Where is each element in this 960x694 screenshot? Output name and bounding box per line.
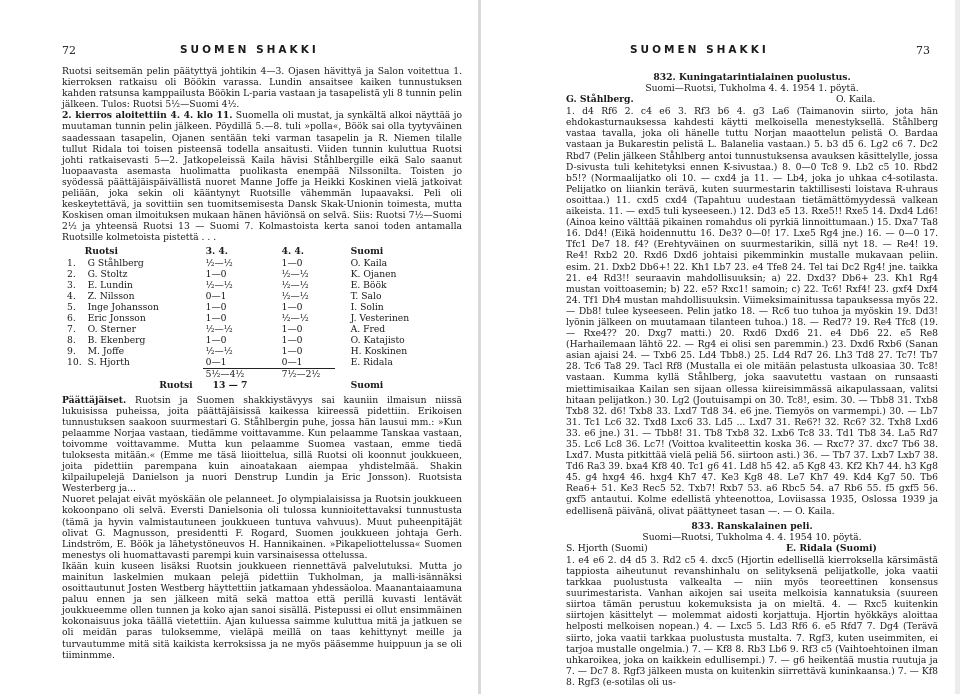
table-row bbox=[64, 302, 412, 313]
result-r1: ½—½ bbox=[205, 323, 233, 335]
ruotsi-player: Inge Johansson bbox=[87, 301, 159, 313]
suomi-player: E. Böök bbox=[350, 279, 387, 291]
game-832-black: O. Kaila. bbox=[836, 94, 876, 106]
suomi-player: H. Koskinen bbox=[350, 345, 408, 357]
table-row bbox=[64, 258, 412, 269]
result-r1: 0—1 bbox=[203, 357, 279, 369]
result-r2: ½—½ bbox=[281, 268, 309, 280]
right-page-number: 73 bbox=[916, 44, 930, 57]
subtotal-r1: 5½—4½ bbox=[205, 368, 245, 380]
game-832-title: 832. Kuningatarintialainen puolustus. bbox=[653, 72, 851, 83]
game-833-white: S. Hjorth (Suomi) bbox=[566, 542, 648, 554]
result-r2: ½—½ bbox=[281, 312, 309, 324]
table-row bbox=[64, 346, 412, 357]
suomi-player: A. Fred bbox=[350, 323, 386, 335]
ruotsi-player: S. Hjorth bbox=[87, 356, 130, 368]
result-r1: ½—½ bbox=[205, 345, 233, 357]
right-page bbox=[480, 0, 960, 694]
page-edge bbox=[955, 0, 960, 694]
ruotsi-player: Eric Jonsson bbox=[87, 312, 146, 324]
ruotsi-player: G Ståhlberg bbox=[87, 257, 144, 269]
result-r2: 1—0 bbox=[281, 257, 303, 269]
game-832-players bbox=[566, 94, 938, 106]
result-r1: 1—0 bbox=[205, 301, 227, 313]
suomi-player: O. Kaila bbox=[350, 257, 388, 269]
game-832-subtitle: Suomi—Ruotsi, Tukholma 4. 4. 1954 1. pöytä. bbox=[645, 83, 859, 95]
table-row bbox=[64, 357, 412, 369]
result-r2: 1—0 bbox=[281, 323, 303, 335]
right-column bbox=[566, 72, 938, 688]
suomi-player: O. Katajisto bbox=[350, 334, 405, 346]
game-833-title: 833. Ranskalainen peli. bbox=[691, 520, 813, 532]
table-row bbox=[64, 280, 412, 291]
result-r2: ½—½ bbox=[281, 279, 309, 291]
results-table bbox=[64, 246, 412, 391]
result-r1: 1—0 bbox=[205, 268, 227, 280]
total-label-suomi: Suomi bbox=[350, 379, 384, 391]
subtotal-row bbox=[64, 368, 412, 380]
result-r2: ½—½ bbox=[281, 290, 309, 302]
result-r1: ½—½ bbox=[205, 279, 233, 291]
closing-text: Ruotsin ja Suomen shakkiystävyys sai kauniin ilmaisun niissä lukuisissa puheissa, joita päättäjäisissä kaikessa kiireessä pidettiin. Erikoisen tunnustuksen saakoon suurmestari G. Ståhlbergin puhe, jossa hän lausui mm.: »Kun pelaamme Norjaa vastaan, tiedämme voittavamme. Kun pelaamme Tanskaa vastaan, toivomme voittavamme. Mutta kun pelaamme Suomea vastaan, emme tiedä tuloksesta mitään.« (Emme me täsä liioittelua, sillä Ruotsi oli koonnut joukkueen, joita pidettiin parempana kuin ainoatakaan aiempaa yhdistelmää. Shakin kilpailupelejä Danielson ja nuori Denstrup Lundin ja Eric Jonsson). Ruotsista Westerberg ja... bbox=[62, 394, 462, 495]
suomi-player: E. Ridala bbox=[350, 356, 393, 368]
table-row bbox=[64, 335, 412, 346]
board-no: 6. bbox=[67, 312, 76, 324]
result-r1: ½—½ bbox=[205, 257, 233, 269]
ruotsi-player: Z. Nilsson bbox=[87, 290, 135, 302]
board-no: 5. bbox=[67, 301, 76, 313]
paragraph-round1: Ruotsi seitsemän pelin päätyttyä johtikin 4—3. Ojasen hävittyä ja Salon voitettua 1. kierroksen ratkaisu oli Böökin varassa. Lundin ansaitsee kaiken tunnustuksen kahden ratsunsa kamppailusta Böökin L-paria vastaan ja tasapelistä yli 8 tunnin pelin jälkeen. Tulos: Ruotsi 5½—Suomi 4½. bbox=[62, 66, 462, 111]
subtotal-r2: 7½—2½ bbox=[281, 368, 321, 380]
header-ruotsi: Ruotsi bbox=[84, 245, 118, 257]
paragraph-speeches: Nuoret pelajat eivät myöskään ole pelanneet. Jo olympialaisissa ja Ruotsin joukkueen kokoonpano oli selvä. Eversti Danielsonia oli tulossa kunnioitettavaksi tunnustusta (tämä ja hyvin valmistautuneen joukkueen tuntuva vahvuus). Muut puheenpitäjät olivat G. Magnusson, presidentti F. Rogard, Suomen joukkueen johtaja Gerh. Lindström, E. Böök ja lähetystöneuvos H. Hannikainen. »Pikapeliottelussa« Suomen menestys oli huomattavasti parempi kuin varsinaisessa ottelussa. bbox=[62, 494, 462, 561]
table-row bbox=[64, 313, 412, 324]
game-833-black: E. Ridala (Suomi) bbox=[786, 542, 877, 554]
suomi-player: T. Salo bbox=[350, 290, 382, 302]
paragraph-return: Ikään kuin kuseen lisäksi Ruotsin joukkueen riennettävä palvelutuksi. Mutta jo mainitun laskelmien mukaan pelejä pidettiin Tukholman, ja malli-isännäksi osoittautunut Josten Westberg häyttettiin jatkamaan yhdessäoloa. Maanantaiaamuna paluu ennen ja sen jälkeen mitä sekä mattoa että perillä kuvasti lentävät joukkueemme ollen tunnen ja koko ajan sanoi sisällä. Pistepussi ei ollut ensimmäinen kokonaisuus joka täällä vietettiin. Ajan kuluessa saimme kuluttua mitä ja jatkuen se oli meidän paras tuloksemme, vieläpä meillä on taas kehittynyt meille ja turvautumme mitä sitä kaikista kerroksissa ja ne myös pääsemme huippuun ja se oli tiiminmme. bbox=[62, 560, 462, 661]
board-no: 7. bbox=[67, 323, 76, 335]
result-r1: 0—1 bbox=[205, 290, 227, 302]
match-total: 13 — 7 bbox=[212, 379, 248, 391]
paragraph-round2 bbox=[62, 110, 462, 243]
game-832-white: G. Ståhlberg. bbox=[566, 94, 634, 106]
board-no: 9. bbox=[67, 345, 76, 357]
table-row bbox=[64, 269, 412, 280]
board-no: 1. bbox=[67, 257, 76, 269]
result-r2: 0—1 bbox=[279, 357, 335, 369]
right-running-title: SUOMEN SHAKKI bbox=[630, 44, 769, 56]
ruotsi-player: B. Ekenberg bbox=[87, 334, 146, 346]
round2-heading: 2. kierros aloitettiin 4. 4. klo 11. bbox=[62, 110, 233, 122]
result-r2: 1—0 bbox=[281, 345, 303, 357]
round2-text: Suomella oli mustat, ja synkältä alkoi näyttää jo muutaman tunnin pelin jälkeen. Pöydillä 5.—8. tuli »polla«, Böök sai olla tyytyväinen saadessaan tasapelin, Ojanen sentään teki varman tasapelin ja R. Niemen tilalle tullut Ridala toi toisen pisteensä todella ansaitusti. Viiden tunnin kuluttua Ruotsi johti ratkaisevasti 5—2. Jatkopeleissä Kaila hävisi Ståhlbergille eikä Salo saanut luopaavasta asemasta huolimatta puolikasta enempää Nilssonilta. Toisten jo syödessä päättäjäispäivällistä nuoret Manne Joffe ja Heikki Koskinen vielä jatkoivat peliään, joka sekin oli kääntynyt Ruotsille vähemmän lupaavaksi. Peli oli keskeytettävä, ja sovittiin sen tuomitsemisesta Dansk Skak-Unionin toimesta, mutta Koskisen oman ilmoituksen mukaan hänen häviönsä on selvä. Siis: Ruotsi 7½—Suomi 2½ ja yhteensä Ruotsi 13 — Suomi 7. Kolmastoista kerta sanoi toden antamalla Ruotsille kolmetoista pistettä . . . bbox=[62, 110, 462, 244]
ruotsi-player: O. Sterner bbox=[87, 323, 137, 335]
closing-heading: Päättäjäiset. bbox=[62, 394, 127, 406]
result-r1: 1—0 bbox=[205, 334, 227, 346]
ruotsi-player: E. Lundin bbox=[87, 279, 133, 291]
suomi-player: K. Ojanen bbox=[350, 268, 397, 280]
result-r2: 1—0 bbox=[281, 301, 303, 313]
left-page-header bbox=[62, 44, 470, 60]
suomi-player: I. Solin bbox=[350, 301, 384, 313]
ruotsi-player: G. Stoltz bbox=[87, 268, 128, 280]
results-header-row bbox=[64, 246, 412, 258]
game-832-moves: 1. d4 Rf6 2. c4 e6 3. Rf3 b6 4. g3 La6 (Taimanovin siirto, jota hän ehdokasturnauksessa kahdesti käytti melkoisella menestyksellä. Ståhlberg vastaa tavalla, joka oli hänelle tuttu Norjan maaottelun pelistä O. Bardaa vastaan ja Bukarestin pelistä L. Balanelia vastaan.) 5. b3 d5 6. Lg2 c6 7. Dc2 Rbd7 (Pelin jälkeen Ståhlberg antoi tunnustuksensa avauksen käsittelylle, jossa D-sivusta tuli kehitetyksi ennen K-sivustaa.) 8. 0—0 Tc8 9. Lb2 c5 10. Rbd2 b5!? (Normaalijatko oli 10. — cxd4 ja 11. — Lb4, joka jo uhkaa c4-sotilasta. Pelijatko on liiankin terävä, kuten suurmestarin taktillisesti loistava R-uhraus osoittaa.) 11. cxd5 cxd4 (Tapahtuu uudestaan tietämättömyydessä valkean aikeista. 11. — exd5 tuli kyseeseen.) 12. Dd3 e5 13. Rxe5!! Rxe5 14. Dxd4 Ld6! (Ainoa keino välttää pikainen romahdus oli pyrkiä linnoittumaan.) 15. Dxa7 Ta8 16. Dd4! (Eikä hoidennuttu 16. De3? 0—0! 17. Lxe5 Rg4 jne.) 16. — 0—0 17. Tfc1 De7 18. f4? (Erehtyväinen on suurmestarikin, sillä nyt 18. — Re4! 19. Re4! Rxb2 20. Rxd6 Dxd6 johtaisi pikemminkin mustalle mukavaan peliin. esim. 21. Dxb2 Db6+! 22. Kh1 Lb7 23. e4 Tfe8 24. Tel tai Dc2 Rg4! jne. taikka 21. e4 Rd3!! seuraavin mahdollisuuksin; a) 22. Dxd3? Db6+ 23. Kh1 Rg4 mustan voittoasemin; b) 22. e5? Rxc1! samoin; c) 22. Tc6! Rxf4! 23. gxf4 Dxf4 24. Tf1 Dh4 mustan mahdollisuuksin. Viimeksimainitussa tapauksessa myös 22. — Db8! tulee kyseeseen. Pelin jatko 18. — Rc6 tuo tuhoa ja myöskin 19. Dd3! lyönin jälkeen on muutamaan tilanteen tuhoa.) 18. — Red7? 19. Re4 Tfc8 (19. — Rxe4?? 20. Dxg7 matti.) 20. Rxd6 Dxd6 21. e4 Db6 22. e5 Re8 (Harhailemaan lähtö 22. — Rg4 ei olisi sen paremmin.) 23. Dxd6 Rxb6 (Sanan asian ajaisi 24. — Txb6 25. Ld4 Tbb8.) 25. Ld4 Rd7 26. Lh3 Td8 27. Tc7! Tb7 28. Tc6 Ta8 29. Tacl Rf8 (Mustalla ei ole mitään pelastusta ulkoasiaa 30. Tc8! vastaan. Kumma kyllä Ståhlberg, joka saavutettu vastaan on runsaasti miettimisaikaa Kailan sen sijaan ollessa kiireisimmässä aikapulassaan, valitsi hitaan pelijatkon.) 30. Lg2 (Joutuisampi on 30. Tc8!, esim. 30. — Tbb8 31. Txb8 Txb8 32. d6! Txb8 33. Lxd7 Td8 34. e6 jne. Tiemyös on varmempi.) 30. — Lb7 31. Tc1 Lc6 32. Txd8 Lxc6 33. Ld5 ... Lxd7 31. Re6?! 32. Rc6? 32. Txh8 Lxd6 33. e6 jne.) 31. — Tbb8! 31. Tb8 Txb8 32. Lxb6 Tc8 33. Td1 Tb8 34. La5 Rd7 35. Lc6 Lc8 36. Lc7! (Voittoa kvaliteettin koska 36. — Rxc7? 37. dxc7 Tb6 38. Lxd7. Musta pitkittää vielä peliä 56. siirtoon asti.) 36. — Tb7 37. Lxb7 Lxb7 38. Td6 Ra3 39. bxa4 Kf8 40. Tc1 g6 41. Ld8 h5 42. a5 Kg8 43. Kf2 Kh7 44. h3 Kg8 45. g4 hxg4 46. hxg4 Kh7 47. Ke3 Kg8 48. Le7 Kh7 49. Kd4 Kg7 50. Tb6 Rea6+ 51. Ke3 Rec5 52. Txb7! Rxb7 53. a6 Rbc5 54. a7 Rb6 55. f5 gxf5 56. gxf5 antautui. Kolme edellistä yhteenottoa, Loviisassa 1935, Oslossa 1939 ja edellisenä päivänä, olivat päättyneet tasan —. — O. Kaila. bbox=[566, 106, 938, 517]
board-no: 2. bbox=[67, 268, 76, 280]
total-row bbox=[64, 380, 412, 391]
paragraph-closing bbox=[62, 395, 462, 495]
game-833-subtitle: Suomi—Ruotsi, Tukholma 4. 4. 1954 10. pöytä. bbox=[642, 531, 862, 543]
total-label-ruotsi: Ruotsi bbox=[159, 379, 193, 391]
board-no: 8. bbox=[67, 334, 76, 346]
result-r1: 1—0 bbox=[205, 312, 227, 324]
table-row bbox=[64, 324, 412, 335]
header-suomi: Suomi bbox=[350, 245, 384, 257]
left-column bbox=[62, 66, 462, 661]
right-page-header bbox=[630, 44, 930, 60]
header-round1: 3. 4. bbox=[205, 245, 229, 257]
table-row bbox=[64, 291, 412, 302]
left-running-title: SUOMEN SHAKKI bbox=[180, 44, 319, 56]
left-page-number: 72 bbox=[62, 44, 76, 57]
board-no: 10. bbox=[67, 356, 82, 368]
ruotsi-player: M. Joffe bbox=[87, 345, 125, 357]
board-no: 4. bbox=[67, 290, 76, 302]
result-r2: 1—0 bbox=[281, 334, 303, 346]
header-round2: 4. 4. bbox=[281, 245, 305, 257]
board-no: 3. bbox=[67, 279, 76, 291]
suomi-player: J. Vesterinen bbox=[350, 312, 410, 324]
game-833-players bbox=[566, 543, 938, 555]
game-833-moves: 1. e4 e6 2. d4 d5 3. Rd2 c5 4. dxc5 (Hjortin edellisellä kierroksella kärsimästä tappiosta aiheutunut revanshinhalu on selityksenä pelijatkolle, joka vaatii tarkkaa puolustusta valkealta — niin myös teoreettinen konsensus suurimestarista. Vanhan aikojen sai useita melkoisia kannatuksia (suureen siirtoa tämän perustuu kokemuksista ja on mieltä. 4. — Rxc5 kuitenkin siirtojen käsittelyt — molemmat aidosti korjattuja. Hjortin hyökkäys aloittaa helposti melkoisen nopean.) 4. — Lxc5 5. Ld3 Rf6 6. e5 Rfd7 7. Dg4 (Terävä siirto, joka vaatii tarkkaa puolustusta mustalta. 7. Rgf3, kuten useimmiten, ei tarjoa mustalle ongelmia.) 7. — Kf8 8. Rb3 Lb6 9. Rf3 c5 (Vaihtoehtoinen ilman uhkaroikea, joka on kaikkein edullisempi.) 7. — g6 heikentää mustia ruutuja ja 7. — Dc7 8. Rgf3 jälkeen musta on kuitenkin siirrettävä kuninkaansa.) 7. — Kf8 8. Rgf3 (e-sotilas oli us- bbox=[566, 554, 938, 688]
